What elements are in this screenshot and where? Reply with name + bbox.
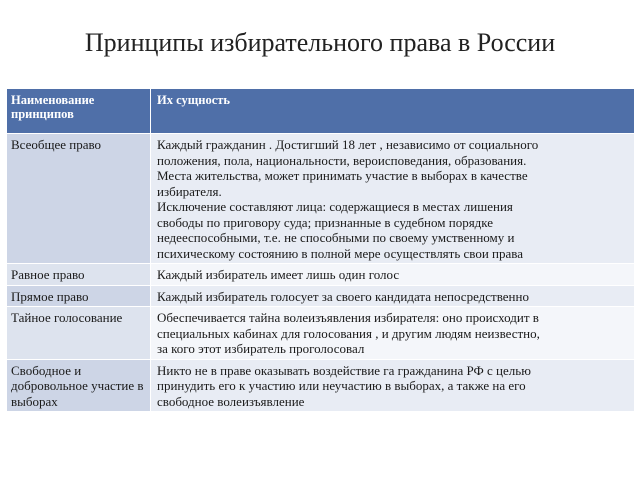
essence-line: Никто не в праве оказывать воздействие га гражданина РФ с целью — [157, 362, 531, 378]
principle-name: Свободное и добровольное участие в выборах — [7, 359, 151, 412]
essence-line: Обеспечивается тайна волеизъявления избирателя: оно происходит в — [157, 310, 539, 325]
table-row — [7, 134, 635, 264]
header-principle-name: Наименование принципов — [7, 89, 151, 134]
table-row — [7, 307, 635, 360]
essence-line: Места жительства, может принимать участие в выборах в качестве — [157, 168, 528, 183]
essence-line: избирателя. — [157, 183, 222, 199]
essence-line: Исключение составляют лица: содержащиеся в местах лишения — [157, 199, 513, 214]
principle-name: Равное право — [7, 264, 151, 286]
essence-line: положения, пола, национальности, вероисповедания, образования. — [157, 152, 527, 168]
essence-line: специальных кабинах для голосования , и другим людям неизвестно, — [157, 325, 540, 341]
essence-line: свободы по приговору суда; признанные в судебном порядке — [157, 214, 494, 230]
essence-line: Каждый избиратель имеет лишь один голос — [157, 267, 400, 282]
principle-essence — [151, 285, 635, 307]
essence-line: недееспособными, т.е. не способными по своему умственному и — [157, 230, 515, 245]
principle-name: Всеобщее право — [7, 134, 151, 264]
principle-essence — [151, 307, 635, 360]
principles-table — [6, 88, 635, 412]
table-header-row — [7, 89, 635, 134]
table-row — [7, 359, 635, 412]
table-row — [7, 264, 635, 286]
slide-title: Принципы избирательного права в России — [84, 28, 556, 57]
essence-line: за кого этот избиратель проголосовал — [157, 341, 365, 356]
essence-line: психическому состоянию в полной мере осуществлять свои права — [157, 245, 524, 261]
essence-line: свободное волеизъявление — [157, 393, 305, 409]
principle-name: Прямое право — [7, 285, 151, 307]
principle-name: Тайное голосование — [7, 307, 151, 360]
essence-line: Каждый гражданин . Достигший 18 лет , независимо от социального — [157, 137, 539, 152]
essence-line: принудить его к участию или неучастию в выборах, а также на его — [157, 378, 526, 393]
table-row — [7, 285, 635, 307]
principle-essence — [151, 359, 635, 412]
principle-essence — [151, 134, 635, 264]
header-essence: Их сущность — [151, 89, 635, 134]
principle-essence — [151, 264, 635, 286]
essence-line: Каждый избиратель голосует за своего кандидата непосредственно — [157, 288, 529, 304]
